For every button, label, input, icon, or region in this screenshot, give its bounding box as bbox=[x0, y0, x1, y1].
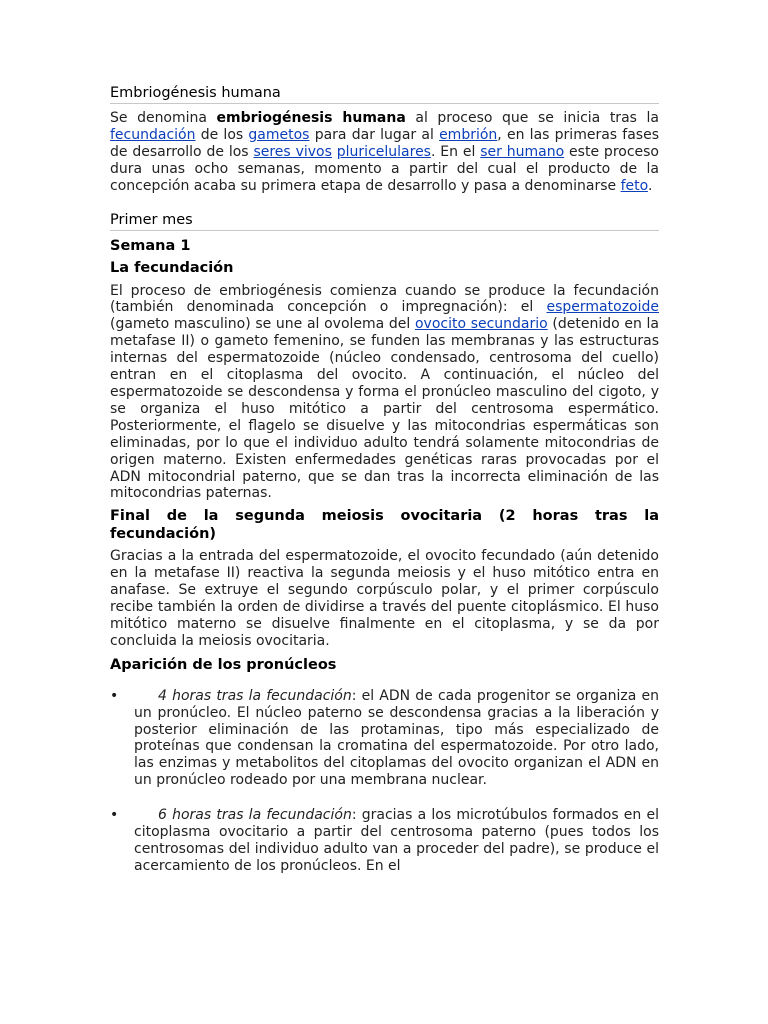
link-espermatozoide[interactable]: espermatozoide bbox=[546, 299, 659, 316]
link-feto[interactable]: feto bbox=[620, 177, 648, 194]
link-embrion[interactable]: embrión bbox=[439, 126, 498, 143]
meiosis-paragraph: Gracias a la entrada del espermatozoide, el ovocito fecundado (aún detenido en la metafase II) reactiva la segunda meiosis y el huso mitótico entra en anafase. Se extruye el segundo corpúsculo polar, y el primer corpúsculo recibe también la orden de dividirse a través del puente citoplásmico. El huso mitótico materno se disuelve finalmente en el citoplasma, y se da por concluida la meiosis ovocitaria. bbox=[110, 548, 659, 649]
link-fecundacion[interactable]: fecundación bbox=[110, 126, 196, 143]
bullet-icon: • bbox=[110, 807, 119, 824]
heading-segunda-meiosis: Final de la segunda meiosis ovocitaria (2 horas tras la fecundación) bbox=[110, 508, 659, 543]
link-ser-humano[interactable]: ser humano bbox=[480, 143, 565, 160]
heading-fecundacion: La fecundación bbox=[110, 259, 234, 276]
heading-semana-1: Semana 1 bbox=[110, 237, 191, 254]
section-title-primer-mes: Primer mes bbox=[110, 211, 659, 231]
list-item: • 6 horas tras la fecundación: gracias a los microtúbulos formados en el citoplasma ovocitario a partir del centrosoma paterno (pues todos los centrosomas del individuo adulto van a proceder del padre), se produce el acercamiento de los pronúcleos. En el bbox=[110, 807, 659, 874]
link-gametos[interactable]: gametos bbox=[248, 126, 310, 143]
bullet-icon: • bbox=[110, 687, 119, 704]
link-seres-vivos[interactable]: seres vivos bbox=[253, 143, 332, 160]
intro-paragraph: Se denomina embriogénesis humana al proceso que se inicia tras la fecundación de los gametos para dar lugar al embrión, en las primeras fases de desarrollo de los seres vivos pluricelulares. En el ser humano este proceso dura unas ocho semanas, momento a partir del cual el producto de la concepción acaba su primera etapa de desarrollo y pasa a denominarse feto. bbox=[110, 110, 659, 194]
list-item: • 4 horas tras la fecundación: el ADN de cada progenitor se organiza en un pronúcleo. El núcleo paterno se descondensa gracias a la liberación y posterior eliminación de las protaminas, tipo más especializado de proteínas que condensan la cromatina del espermatozoide. Por otro lado, las enzimas y metabolitos del citoplamas del ovocito organizan el ADN en un pronúcleo rodeado por una membrana nuclear. bbox=[110, 687, 659, 789]
link-ovocito-secundario[interactable]: ovocito secundario bbox=[414, 316, 548, 333]
link-pluricelulares[interactable]: pluricelulares bbox=[336, 143, 431, 160]
page-title: Embriogénesis humana bbox=[110, 84, 659, 104]
pronucleos-list bbox=[110, 688, 659, 875]
heading-pronucleos: Aparición de los pronúcleos bbox=[110, 656, 337, 673]
fecundacion-paragraph: El proceso de embriogénesis comienza cuando se produce la fecundación (también denominada concepción o impregnación): el espermatozoide (gameto masculino) se une al ovolema del ovocito secundario (detenido en la metafase II) o gameto femenino, se funden las membranas y las estructuras internas del espermatozoide (núcleo condensado, centrosoma del cuello) entran en el citoplasma del ovocito. A continuación, el núcleo del espermatozoide se descondensa y forma el pronúcleo masculino del cigoto, y se organiza el huso mitótico a partir del centrosoma espermático. Posteriormente, el flagelo se disuelve y las mitocondrias espermáticas son eliminadas, por lo que el individuo adulto tendrá solamente mitocondrias de origen materno. Existen enfermedades genéticas raras provocadas por el ADN mitocondrial paterno, que se dan tras la incorrecta eliminación de las mitocondrias paternas. bbox=[110, 282, 659, 502]
document-body bbox=[110, 84, 659, 875]
